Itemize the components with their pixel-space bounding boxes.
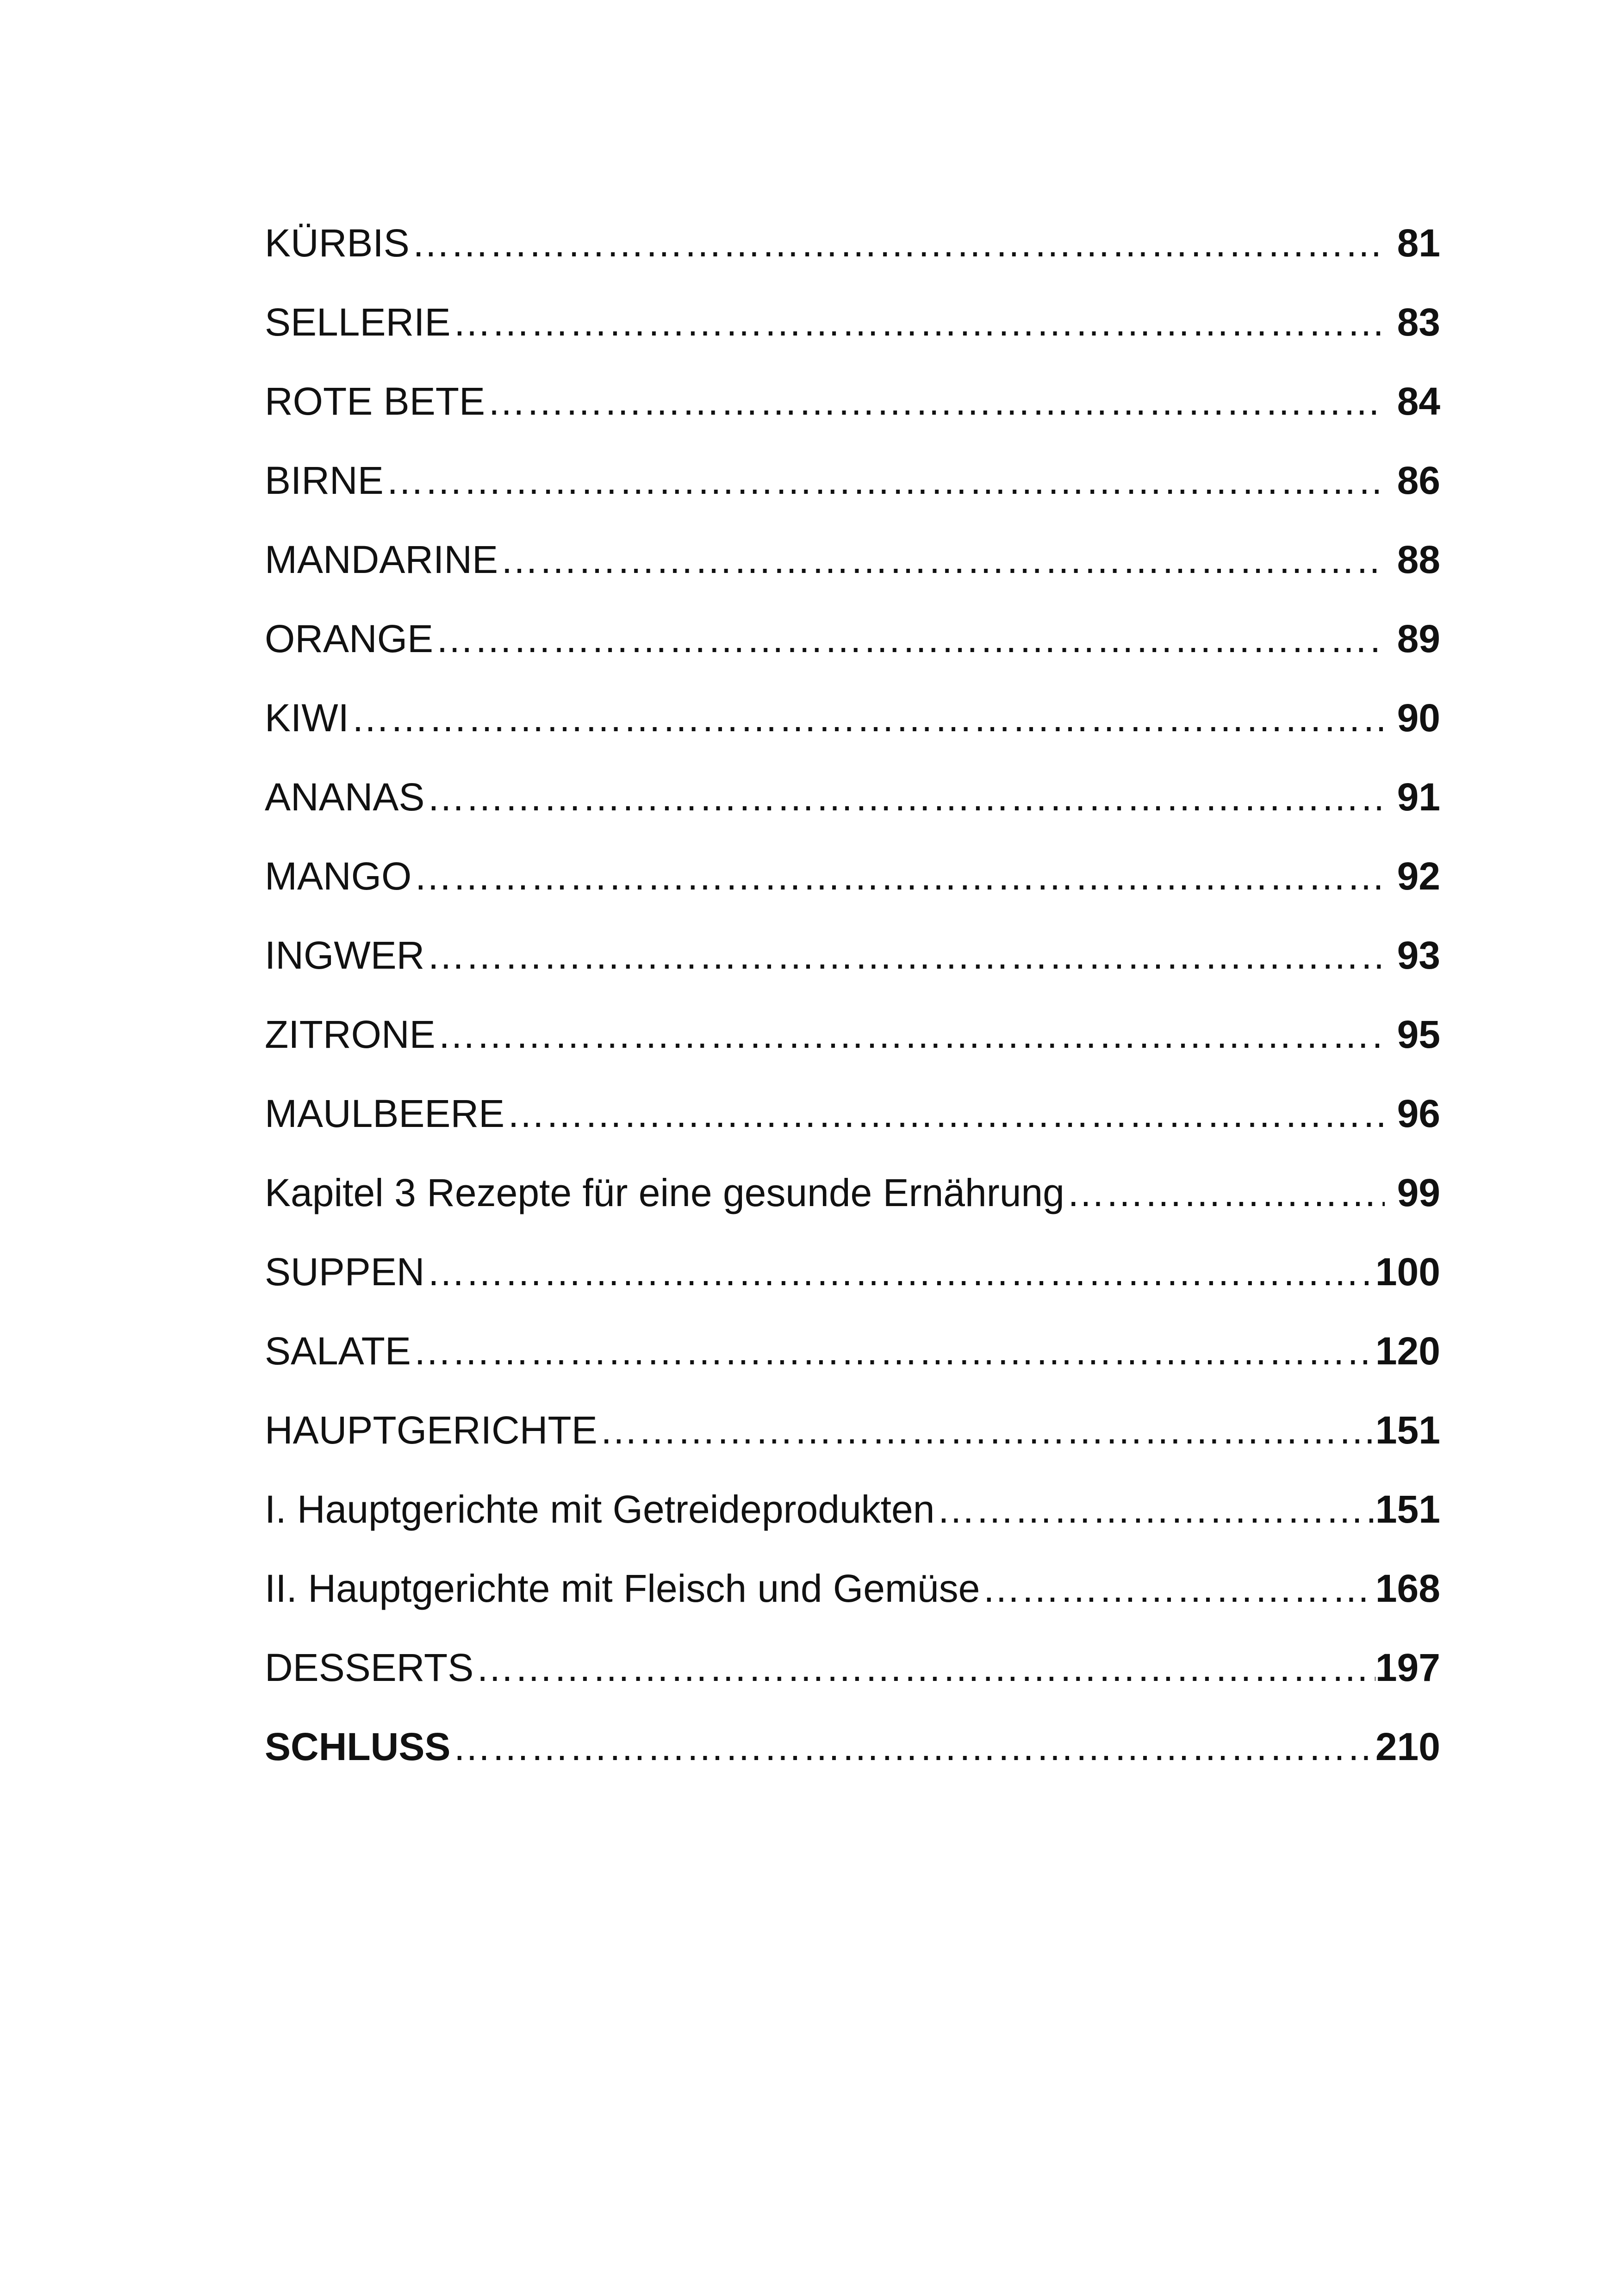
toc-entry-page: 81 — [1397, 221, 1440, 265]
toc-dot-leader — [384, 458, 1385, 503]
toc-dot-leader — [411, 1329, 1375, 1374]
toc-entry-page: 92 — [1397, 854, 1440, 898]
toc-entry[interactable] — [265, 441, 1440, 520]
toc-entry-label: MAULBEERE — [265, 1092, 505, 1135]
toc-entry-page: 83 — [1397, 300, 1440, 344]
toc-entry-page: 86 — [1397, 459, 1440, 502]
toc-entry-label: HAUPTGERICHTE — [265, 1408, 597, 1452]
toc-entry-page: 88 — [1397, 538, 1440, 581]
toc-entry[interactable] — [265, 678, 1440, 758]
toc-dot-leader — [473, 1645, 1375, 1690]
toc-dot-leader — [498, 537, 1385, 582]
toc-entry-label: ROTE BETE — [265, 380, 485, 423]
toc-entry[interactable] — [265, 1312, 1440, 1391]
toc-entry-page: 120 — [1375, 1329, 1440, 1373]
toc-entry-page: 95 — [1397, 1013, 1440, 1056]
toc-entry-label: SELLERIE — [265, 300, 451, 344]
table-of-contents — [265, 204, 1440, 1786]
toc-entry-label: ORANGE — [265, 617, 434, 660]
toc-entry[interactable] — [265, 1074, 1440, 1153]
toc-entry-label: MANGO — [265, 854, 412, 898]
toc-entry-page: 90 — [1397, 696, 1440, 740]
toc-entry[interactable] — [265, 758, 1440, 837]
toc-entry[interactable] — [265, 837, 1440, 916]
toc-dot-leader — [436, 1012, 1385, 1057]
toc-entry[interactable] — [265, 520, 1440, 599]
toc-entry-label: DESSERTS — [265, 1646, 474, 1689]
toc-entry-page: 100 — [1375, 1250, 1440, 1294]
toc-entry[interactable] — [265, 283, 1440, 362]
toc-entry-label: INGWER — [265, 933, 425, 977]
toc-entry-label: SCHLUSS — [265, 1725, 451, 1768]
toc-entry-label: Kapitel 3 Rezepte für eine gesunde Ernährung — [265, 1171, 1064, 1214]
toc-entry-page: 168 — [1375, 1567, 1440, 1610]
toc-dot-leader — [349, 696, 1385, 740]
toc-entry[interactable] — [265, 1153, 1440, 1232]
toc-entry-page: 93 — [1397, 933, 1440, 977]
toc-dot-leader — [934, 1487, 1375, 1532]
toc-entry-label: KIWI — [265, 696, 349, 740]
toc-entry-label: II. Hauptgerichte mit Fleisch und Gemüse — [265, 1567, 980, 1610]
toc-entry-label: KÜRBIS — [265, 221, 410, 265]
toc-entry-page: 210 — [1375, 1725, 1440, 1768]
toc-dot-leader — [980, 1566, 1375, 1611]
toc-dot-leader — [410, 221, 1385, 266]
toc-dot-leader — [424, 775, 1385, 820]
toc-entry[interactable] — [265, 1232, 1440, 1312]
toc-entry[interactable] — [265, 362, 1440, 441]
toc-entry-page: 96 — [1397, 1092, 1440, 1135]
toc-entry[interactable] — [265, 204, 1440, 283]
toc-entry-label: SALATE — [265, 1329, 411, 1373]
toc-entry-page: 91 — [1397, 775, 1440, 819]
toc-entry-label: ZITRONE — [265, 1013, 436, 1056]
toc-entry-page: 84 — [1397, 380, 1440, 423]
toc-entry-page: 99 — [1397, 1171, 1440, 1214]
toc-entry-label: MANDARINE — [265, 538, 498, 581]
toc-entry[interactable] — [265, 1628, 1440, 1707]
toc-dot-leader — [424, 933, 1385, 978]
toc-dot-leader — [411, 854, 1385, 899]
toc-entry-label: BIRNE — [265, 459, 384, 502]
toc-entry-label: ANANAS — [265, 775, 425, 819]
toc-dot-leader — [451, 300, 1385, 345]
toc-entry[interactable] — [265, 916, 1440, 995]
toc-dot-leader — [504, 1091, 1385, 1136]
toc-entry-page: 151 — [1375, 1408, 1440, 1452]
toc-dot-leader — [433, 616, 1385, 661]
toc-dot-leader — [597, 1408, 1375, 1453]
toc-entry-page: 89 — [1397, 617, 1440, 660]
toc-dot-leader — [485, 379, 1385, 424]
toc-entry-label: I. Hauptgerichte mit Getreideprodukten — [265, 1487, 935, 1531]
toc-entry-page: 197 — [1375, 1646, 1440, 1689]
toc-dot-leader — [424, 1250, 1375, 1294]
toc-entry[interactable] — [265, 1707, 1440, 1786]
toc-entry-page: 151 — [1375, 1487, 1440, 1531]
toc-entry[interactable] — [265, 1549, 1440, 1628]
toc-entry-label: SUPPEN — [265, 1250, 425, 1294]
toc-dot-leader — [450, 1724, 1375, 1769]
toc-entry[interactable] — [265, 995, 1440, 1074]
toc-dot-leader — [1064, 1170, 1385, 1215]
toc-entry[interactable] — [265, 599, 1440, 678]
toc-entry[interactable] — [265, 1391, 1440, 1470]
toc-entry[interactable] — [265, 1470, 1440, 1549]
